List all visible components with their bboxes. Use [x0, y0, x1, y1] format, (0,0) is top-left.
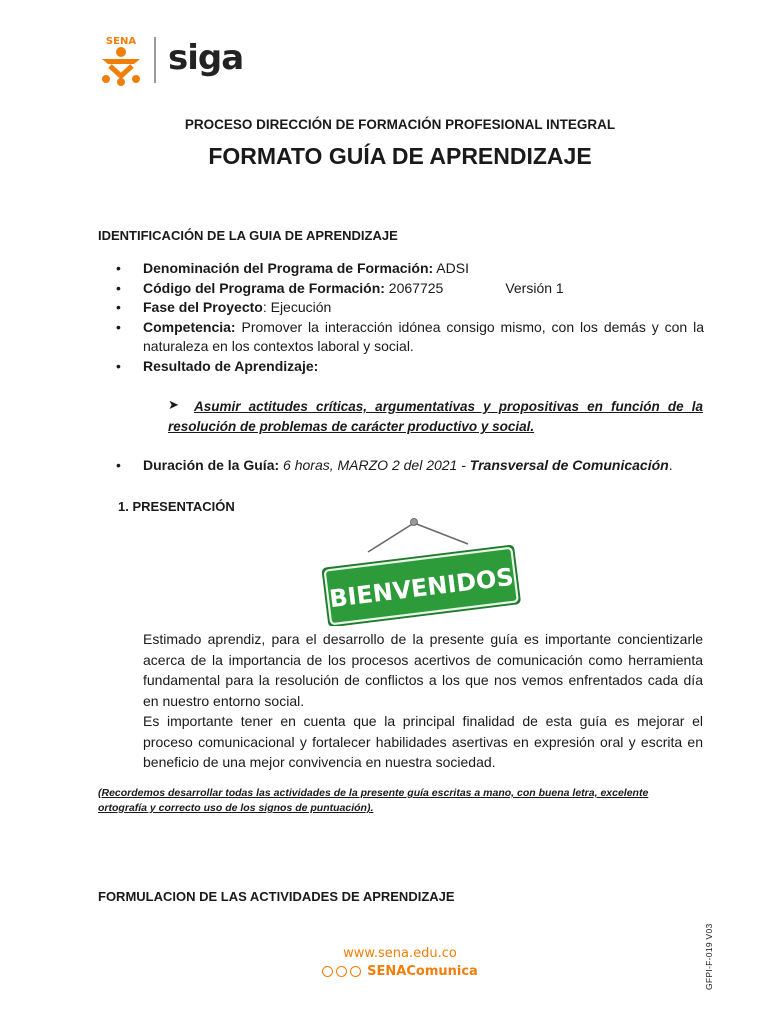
duration-extra: Transversal de Comunicación	[469, 457, 669, 473]
program-code-label: Código del Programa de Formación:	[143, 279, 385, 296]
identification-list	[116, 259, 704, 376]
list-item-program-code	[116, 279, 704, 299]
presentation-paragraph-1: Estimado aprendiz, para el desarrollo de la presente guía es importante concientizarle acerca de la importancia de los procesos acertivos de comunicación como herramienta fundamental para la resolución de conflictos a los que nos vemos enfrentados cada día en nuestro entorno social.	[143, 631, 703, 709]
sign-text: BIENVENIDOS	[327, 562, 516, 614]
competence-value: Promover la interacción idónea consigo mismo, con los demás y con la naturaleza en los contextos laboral y social.	[143, 318, 704, 354]
activities-heading: FORMULACION DE LAS ACTIVIDADES DE APRENDIZAJE	[98, 889, 455, 904]
footer	[0, 946, 768, 981]
welcome-sign-image	[318, 516, 524, 626]
footer-handle: SENAComunica	[367, 964, 478, 979]
list-item-phase	[116, 298, 704, 318]
list-item-result	[116, 357, 704, 377]
duration-label: Duración de la Guía:	[143, 457, 280, 473]
footer-social	[322, 964, 478, 979]
process-title: PROCESO DIRECCIÓN DE FORMACIÓN PROFESIONAL INTEGRAL	[184, 117, 616, 132]
duration-value: 6 horas, MARZO 2 del 2021 -	[279, 457, 470, 473]
arrow-bullet-icon: ➤	[168, 397, 179, 412]
duration-list	[116, 457, 716, 473]
program-name-label: Denominación del Programa de Formación:	[143, 260, 434, 276]
result-label: Resultado de Aprendizaje:	[143, 357, 319, 374]
phase-value: : Ejecución	[262, 299, 332, 315]
learning-result-item	[168, 397, 703, 437]
version-label: Versión 1	[505, 279, 564, 296]
sena-logo	[96, 33, 146, 87]
presentation-heading: 1. PRESENTACIÓN	[118, 499, 235, 514]
competence-label: Competencia:	[143, 318, 236, 335]
youtube-icon[interactable]	[350, 966, 361, 977]
phase-label: Fase del Proyecto	[143, 299, 263, 315]
program-code-value: 2067725	[384, 279, 444, 296]
identification-heading: IDENTIFICACIÓN DE LA GUIA DE APRENDIZAJE	[98, 228, 398, 243]
presentation-paragraph-2: Es importante tener en cuenta que la principal finalidad de esta guía es mejorar el proceso comunicacional y fortalecer habilidades asertivas en expresión oral y escrita en beneficio de una mejor convivencia en nuestra sociedad.	[143, 713, 703, 770]
sena-logo-icon	[96, 33, 146, 87]
facebook-icon[interactable]	[322, 966, 333, 977]
program-name-value: ADSI	[433, 260, 469, 276]
logo-divider	[154, 37, 156, 83]
siga-logo: siga	[168, 38, 244, 78]
handwriting-note: (Recordemos desarrollar todas las actividades de la presente guía escritas a mano, con buena letra, excelente ortografía y correcto uso de los signos de puntuación).	[98, 787, 649, 814]
duration-end: .	[668, 457, 673, 473]
twitter-icon[interactable]	[336, 966, 347, 977]
header-logos	[96, 32, 243, 88]
list-item-duration	[116, 457, 716, 473]
list-item-program-name	[116, 259, 704, 279]
form-code: GFPI-F-019 V03	[704, 923, 714, 990]
list-item-competence	[116, 318, 704, 357]
page-title: FORMATO GUÍA DE APRENDIZAJE	[208, 143, 592, 169]
learning-result-text: Asumir actitudes críticas, argumentativas y propositivas en función de la resolución de problemas de carácter productivo y social.	[168, 399, 703, 434]
footer-url[interactable]: www.sena.edu.co	[343, 946, 457, 961]
sena-logo-text: SENA	[105, 36, 137, 47]
